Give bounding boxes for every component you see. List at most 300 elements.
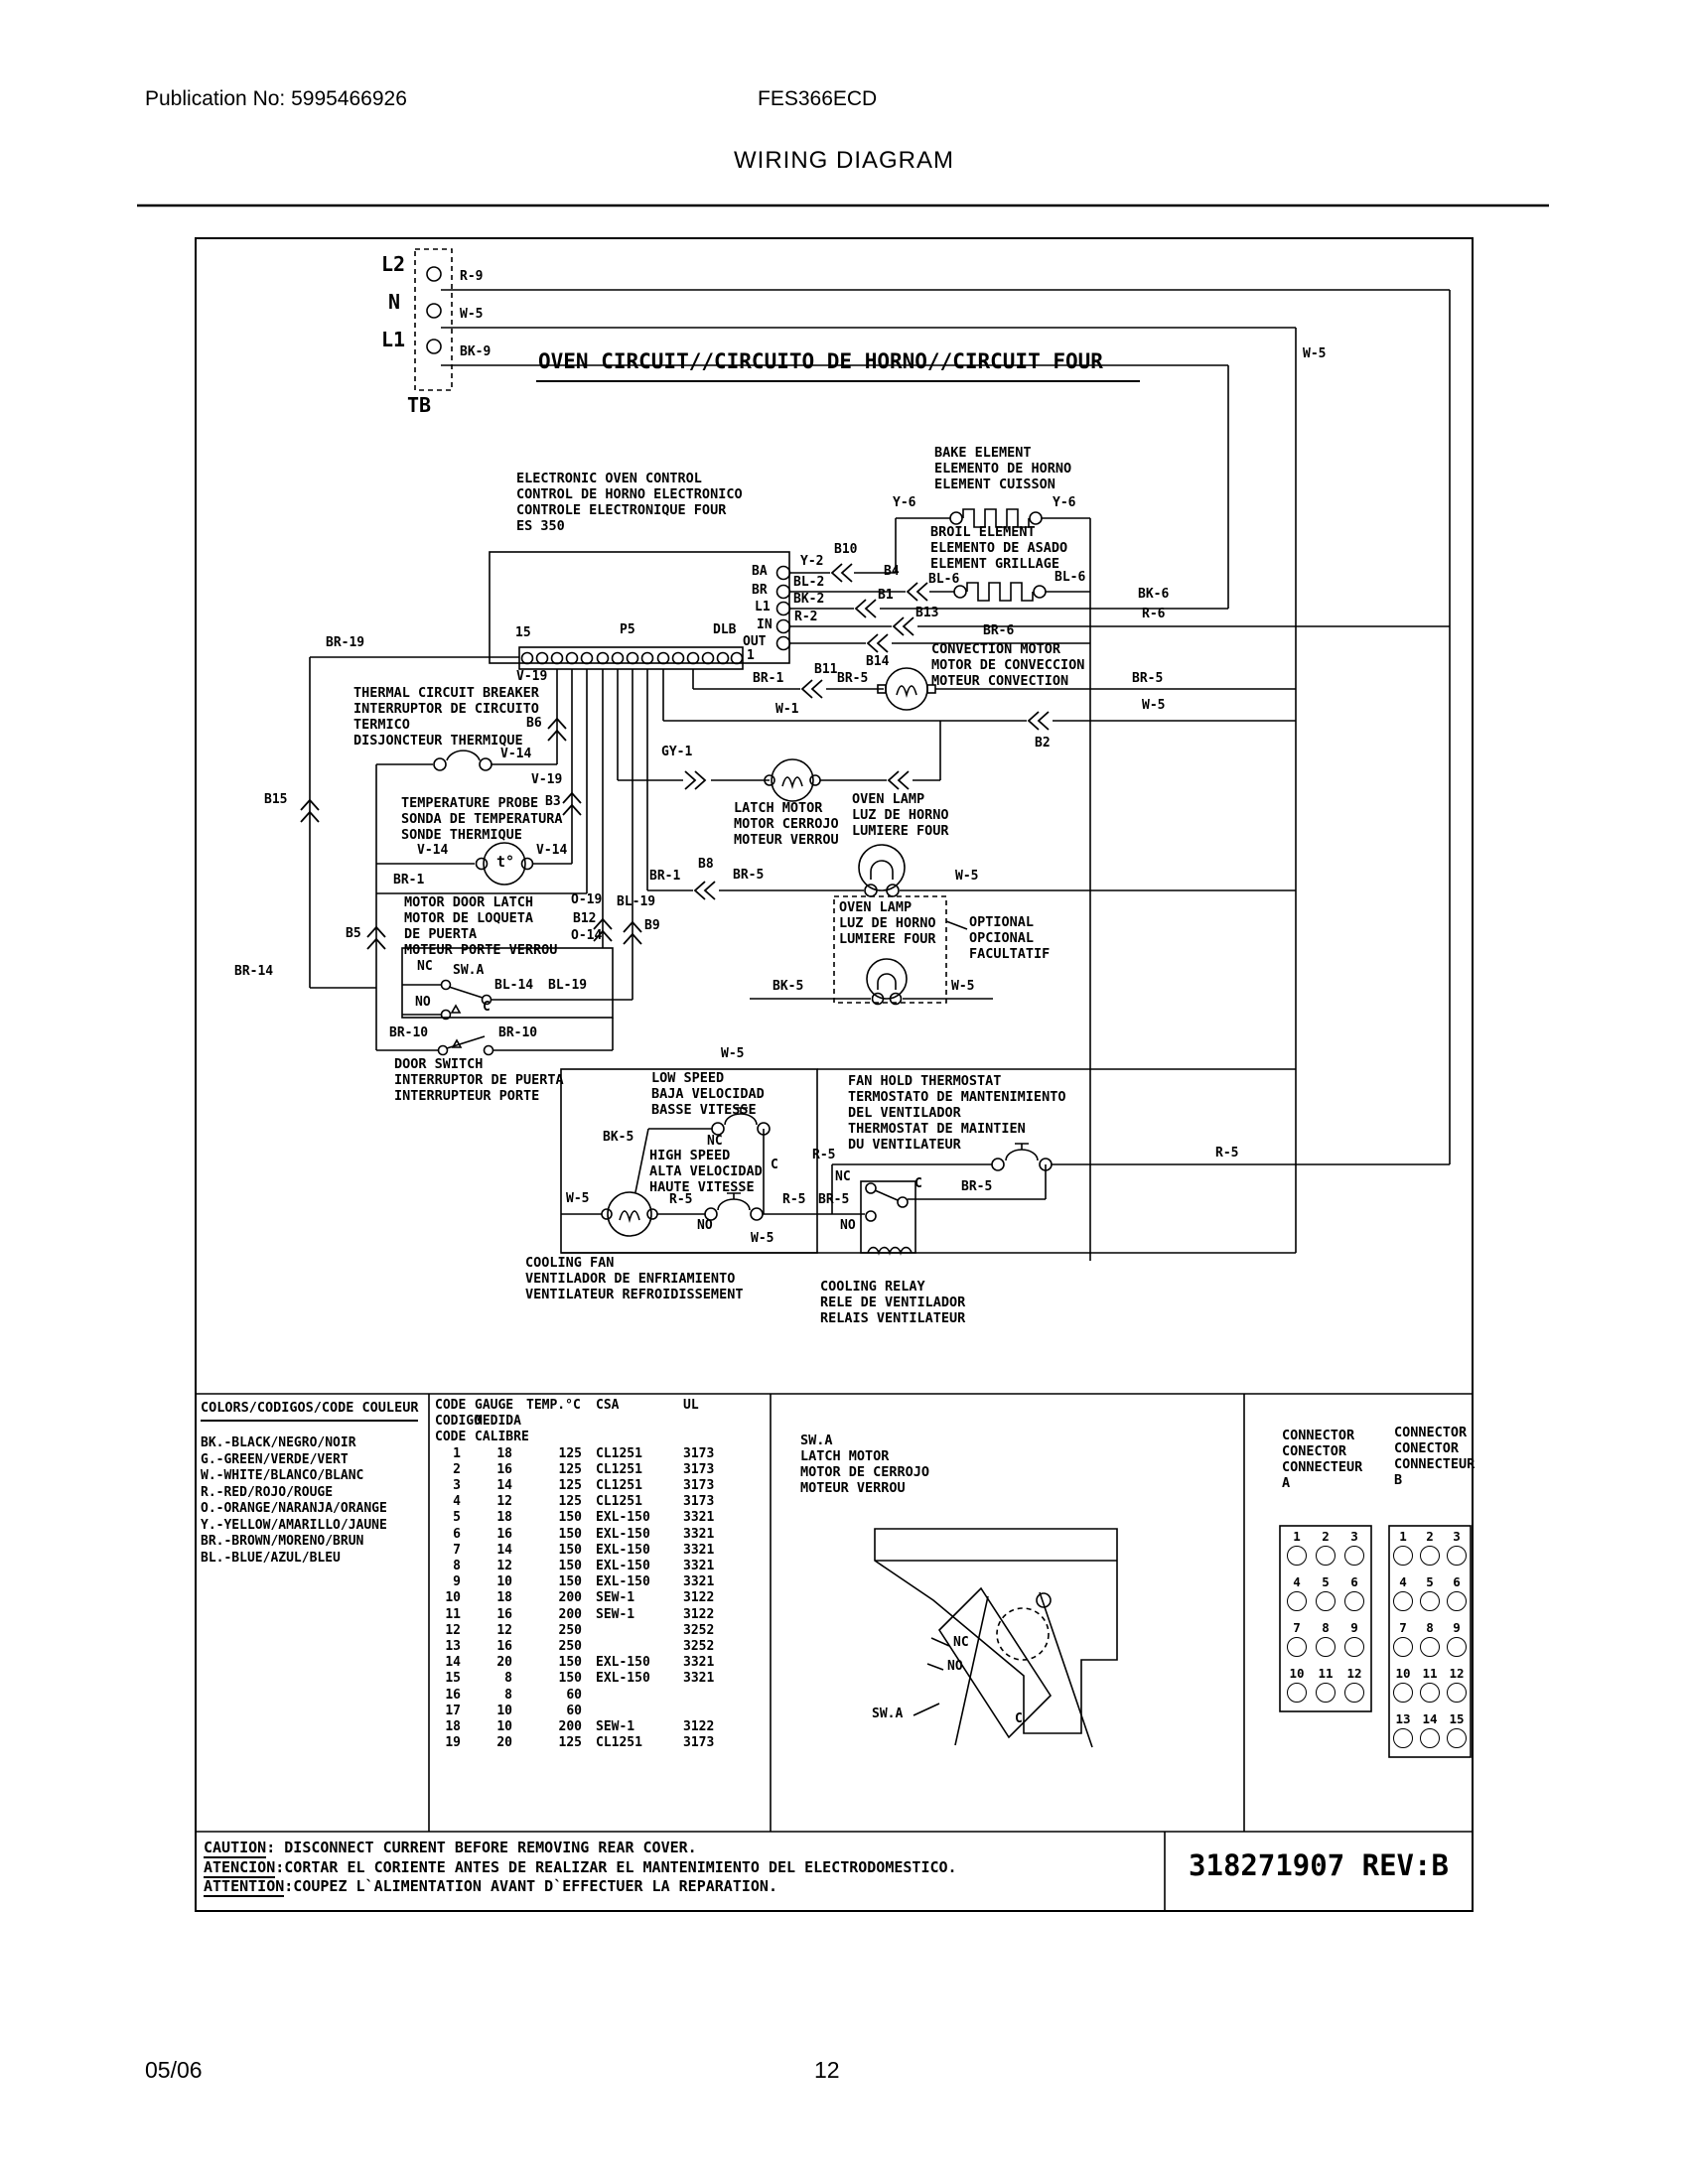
caution-line <box>204 1839 957 1858</box>
swa-latch-motor-drawing <box>875 1529 1117 1747</box>
wire-label: O-14 <box>571 928 603 943</box>
table-cell: 60 <box>566 1687 582 1703</box>
component-label-line: LOW SPEED <box>651 1070 725 1086</box>
connector-pin <box>1420 1683 1440 1703</box>
component-label-line: A <box>1282 1475 1291 1491</box>
wire-label: BL-14 <box>494 978 534 993</box>
component-label-line: ELECTRONIC OVEN CONTROL <box>516 471 702 486</box>
component-label-line: COOLING RELAY <box>820 1279 925 1295</box>
component-label-line: THERMOSTAT DE MAINTIEN <box>848 1121 1026 1137</box>
table-cell: 60 <box>566 1703 582 1718</box>
table-cell <box>526 1430 596 1445</box>
component-label-line: ELEMENTO DE ASADO <box>930 540 1068 556</box>
diagram-border <box>196 238 1476 1911</box>
wire-label: t° <box>496 853 515 871</box>
table-cell: TEMP.°C <box>526 1398 581 1413</box>
wire-gauge-table <box>435 1398 737 1751</box>
connector-pin <box>1420 1546 1440 1566</box>
wire-label: BR-1 <box>753 671 784 686</box>
table-row <box>435 1590 737 1606</box>
wire-label: BR-14 <box>234 964 274 979</box>
component-label-line: MOTEUR PORTE VERROU <box>404 942 558 958</box>
table-cell: 3321 <box>683 1559 715 1574</box>
component-label-line: MOTOR DE CONVECCION <box>931 657 1085 673</box>
table-cell: 17 <box>445 1703 461 1718</box>
connector-pin-number: 9 <box>1350 1620 1358 1635</box>
component-label-line: CONVECTION MOTOR <box>931 641 1061 657</box>
connector-pin <box>1420 1591 1440 1611</box>
component-label-line: LATCH MOTOR <box>734 800 823 816</box>
connector-pin-number: 6 <box>1453 1574 1461 1589</box>
component-label <box>934 445 1071 492</box>
table-cell: EXL-150 <box>596 1510 650 1526</box>
component-label <box>930 524 1067 572</box>
wire-label: BK-2 <box>793 592 825 607</box>
table-cell: 6 <box>453 1526 461 1542</box>
wire-label: BR-1 <box>393 873 425 887</box>
table-cell: SEW-1 <box>596 1719 635 1735</box>
table-cell: 150 <box>558 1655 582 1671</box>
table-cell <box>596 1688 683 1704</box>
caution-head: ATTENTION <box>204 1877 285 1895</box>
table-cell: EXL-150 <box>596 1671 650 1687</box>
table-cell: 16 <box>445 1687 461 1703</box>
component-label-line: RELE DE VENTILADOR <box>820 1295 966 1310</box>
connector-pin-number: 7 <box>1399 1620 1407 1635</box>
table-cell: 8 <box>453 1559 461 1574</box>
wire-label: BR-5 <box>818 1192 850 1207</box>
caution-line <box>204 1858 957 1878</box>
component-label <box>931 641 1084 689</box>
table-row <box>435 1719 737 1735</box>
table-cell: 125 <box>558 1478 582 1494</box>
wire-label: W-1 <box>775 702 799 717</box>
component-label <box>353 685 539 749</box>
electronic-oven-control <box>490 552 790 669</box>
table-cell: MEDIDA <box>475 1414 521 1430</box>
wire-label: C <box>1015 1711 1023 1726</box>
connector-pin <box>1447 1683 1467 1703</box>
connector-pin-number: 7 <box>1293 1620 1301 1635</box>
table-cell: 14 <box>496 1478 512 1494</box>
table-cell: 13 <box>445 1639 461 1655</box>
component-label-line: BASSE VITESSE <box>651 1102 757 1118</box>
table-cell: 16 <box>496 1526 512 1542</box>
wire-label: L1 <box>381 328 406 351</box>
table-cell: SEW-1 <box>596 1606 635 1622</box>
component-label <box>394 1056 564 1104</box>
caution-head: CAUTION <box>204 1839 267 1856</box>
component-label-line: DOOR SWITCH <box>394 1056 484 1072</box>
table-cell: 10 <box>496 1574 512 1590</box>
component-label-line: TERMOSTATO DE MANTENIMIENTO <box>848 1089 1066 1105</box>
table-cell: 3252 <box>683 1639 715 1655</box>
table-header-row <box>435 1414 737 1430</box>
component-label-line: ELEMENT GRILLAGE <box>930 556 1060 572</box>
wire-label: BK-9 <box>460 344 492 359</box>
component-label <box>839 899 936 947</box>
component-label-line: DISJONCTEUR THERMIQUE <box>353 733 523 749</box>
wire-label: R-5 <box>782 1192 806 1207</box>
caution-text: :COUPEZ L`ALIMENTATION AVANT D`EFFECTUER LA REPARATION. <box>284 1877 777 1895</box>
wire-label: B14 <box>866 654 890 669</box>
table-cell: 4 <box>453 1494 461 1510</box>
wire-label: B9 <box>644 918 660 933</box>
wire-label: SW.A <box>872 1706 904 1721</box>
connector-pin <box>1316 1546 1336 1566</box>
table-cell: CL1251 <box>596 1478 642 1494</box>
connector-pin-number: 10 <box>1289 1666 1305 1681</box>
connector-pin <box>1393 1546 1413 1566</box>
wire-label: NO <box>415 995 431 1010</box>
table-cell: 12 <box>496 1494 512 1510</box>
connector-pin <box>1316 1591 1336 1611</box>
component-label-line: CONECTOR <box>1282 1443 1347 1459</box>
table-cell: CALIBRE <box>475 1430 529 1445</box>
connector-pin <box>1447 1637 1467 1657</box>
component-label <box>800 1433 929 1496</box>
component-label-line: MOTOR DE CERROJO <box>800 1464 930 1480</box>
component-label-line: OVEN LAMP <box>852 791 925 807</box>
table-cell: 14 <box>496 1542 512 1558</box>
wire-label: R-6 <box>1142 607 1166 621</box>
wire-label: BL-6 <box>928 572 960 587</box>
legend-item: W.-WHITE/BLANCO/BLANC <box>201 1468 364 1483</box>
component-label <box>969 914 1050 962</box>
wire-label: NC <box>417 959 433 974</box>
component-label-line: ES 350 <box>516 518 565 534</box>
legend-item: G.-GREEN/VERDE/VERT <box>201 1451 349 1467</box>
connector-pin-number: 10 <box>1395 1666 1411 1681</box>
table-cell: 3252 <box>683 1622 715 1638</box>
table-cell: 10 <box>496 1719 512 1735</box>
part-number: 318271907 REV:B <box>1189 1848 1449 1882</box>
wire-label: B1 <box>878 588 894 603</box>
table-cell: 250 <box>558 1622 582 1638</box>
wire-label: BR-10 <box>389 1025 429 1040</box>
component-label-line: OPCIONAL <box>969 930 1035 946</box>
table-cell: 250 <box>558 1639 582 1655</box>
legend-item: O.-ORANGE/NARANJA/ORANGE <box>201 1501 387 1516</box>
color-legend-title: COLORS/CODIGOS/CODE COULEUR <box>201 1400 418 1422</box>
table-cell: 200 <box>558 1719 582 1735</box>
wire-label: BR <box>752 583 768 598</box>
wire-label: BR-5 <box>1132 671 1164 686</box>
latch-motor <box>765 759 820 801</box>
connector-pin-number: 11 <box>1318 1666 1334 1681</box>
connector-pin <box>1447 1591 1467 1611</box>
wire-label: NC <box>835 1169 851 1184</box>
publication-number: Publication No: 5995466926 <box>145 87 407 110</box>
table-cell: 18 <box>496 1510 512 1526</box>
broil-element <box>954 583 1046 601</box>
table-cell: 8 <box>504 1671 512 1687</box>
wire-label: NO <box>947 1659 963 1674</box>
wire-label: Y-6 <box>893 495 916 510</box>
table-cell: 3321 <box>683 1526 715 1542</box>
table-header-row <box>435 1398 737 1414</box>
connector-pin-number: 8 <box>1426 1620 1434 1635</box>
component-label <box>820 1279 965 1326</box>
wire-label: C <box>771 1158 778 1172</box>
wire-label: BK-5 <box>773 979 804 994</box>
component-label-line: CONNECTOR <box>1282 1428 1355 1443</box>
table-row <box>435 1574 737 1590</box>
component-label-line: LUMIERE FOUR <box>852 823 949 839</box>
table-cell: GAUGE <box>475 1398 514 1413</box>
table-cell: 18 <box>496 1590 512 1606</box>
wire-label: BL-19 <box>548 978 588 993</box>
wire-label: NC <box>707 1134 723 1149</box>
wire-label: Y-2 <box>800 554 824 569</box>
table-row <box>435 1446 737 1462</box>
oven-lamp <box>859 845 905 896</box>
table-cell: 3173 <box>683 1735 715 1751</box>
wire-label: BA <box>752 564 768 579</box>
component-label-line: MOTEUR CONVECTION <box>931 673 1069 689</box>
component-label-line: B <box>1394 1472 1403 1488</box>
caution-block <box>204 1839 957 1897</box>
component-label <box>734 800 839 848</box>
wire-label: BR-1 <box>649 869 681 884</box>
legend-item: BR.-BROWN/MORENO/BRUN <box>201 1534 364 1549</box>
table-cell: 3 <box>453 1478 461 1494</box>
table-cell: 150 <box>558 1559 582 1574</box>
table-cell: 16 <box>496 1606 512 1622</box>
table-cell: 125 <box>558 1445 582 1461</box>
table-cell: 3122 <box>683 1606 715 1622</box>
wire-label: DLB <box>713 622 737 637</box>
wire-label: C <box>914 1176 922 1191</box>
component-label-line: CONNECTOR <box>1394 1425 1468 1440</box>
wire-label: B3 <box>545 794 561 809</box>
table-row <box>435 1735 737 1751</box>
table-cell: 3173 <box>683 1494 715 1510</box>
component-label-line: MOTOR CERROJO <box>734 816 839 832</box>
wire-label: O-19 <box>571 892 603 907</box>
connector-pin <box>1393 1683 1413 1703</box>
component-label-line: LUZ DE HORNO <box>852 807 949 823</box>
table-cell <box>683 1704 737 1719</box>
component-label-line: BROIL ELEMENT <box>930 524 1036 540</box>
component-label-line: INTERRUPTOR DE PUERTA <box>394 1072 564 1088</box>
wire-label: B2 <box>1035 736 1051 751</box>
connector-pin-number: 5 <box>1322 1574 1330 1589</box>
table-cell: 18 <box>445 1719 461 1735</box>
wire-label: IN <box>757 617 773 632</box>
wire-label: B12 <box>573 911 597 926</box>
component-label-line: DE PUERTA <box>404 926 478 942</box>
wire-label: BL-2 <box>793 575 825 590</box>
component-label-line: HIGH SPEED <box>649 1148 731 1163</box>
wire-label: OUT <box>743 634 767 649</box>
table-cell: 1 <box>453 1445 461 1461</box>
connector-pin <box>1316 1637 1336 1657</box>
caution-text: : DISCONNECT CURRENT BEFORE REMOVING REAR COVER. <box>266 1839 697 1856</box>
table-cell: 3321 <box>683 1542 715 1558</box>
wire-label: SW.A <box>453 963 485 978</box>
wire-label: Y-6 <box>1053 495 1076 510</box>
legend-item: BL.-BLUE/AZUL/BLEU <box>201 1550 341 1566</box>
connector-pin <box>1344 1637 1364 1657</box>
table-cell: 3173 <box>683 1461 715 1477</box>
component-label-line: BAJA VELOCIDAD <box>651 1086 765 1102</box>
component-label-line: INTERRUPTOR DE CIRCUITO <box>353 701 539 717</box>
connector-pin-number: 1 <box>1399 1529 1407 1544</box>
table-cell <box>683 1414 737 1430</box>
table-cell: CL1251 <box>596 1445 642 1461</box>
connector-pin <box>1287 1591 1307 1611</box>
component-label-line: SONDA DE TEMPERATURA <box>401 811 563 827</box>
wire-label: P5 <box>620 622 635 637</box>
table-cell: 200 <box>558 1606 582 1622</box>
component-label <box>848 1073 1065 1153</box>
component-label-line: LUMIERE FOUR <box>839 931 936 947</box>
connector-pin-number: 4 <box>1293 1574 1301 1589</box>
wire-label: BR-5 <box>733 868 765 883</box>
table-row <box>435 1494 737 1510</box>
table-cell: 10 <box>496 1703 512 1718</box>
wire-label: R-2 <box>794 610 818 624</box>
component-label-line: CONTROL DE HORNO ELECTRONICO <box>516 486 743 502</box>
wire-label: R-5 <box>1215 1146 1239 1160</box>
component-label-line: CONECTOR <box>1394 1440 1460 1456</box>
table-cell: 200 <box>558 1590 582 1606</box>
connector-pin <box>1393 1591 1413 1611</box>
footer-page: 12 <box>814 2057 840 2083</box>
wire-label: B13 <box>915 606 939 620</box>
wire-label: NO <box>697 1218 713 1233</box>
wire-label: V-19 <box>531 772 563 787</box>
table-cell: 16 <box>496 1639 512 1655</box>
table-cell: 3321 <box>683 1510 715 1526</box>
component-label-line: RELAIS VENTILATEUR <box>820 1310 966 1326</box>
cooling-relay <box>861 1181 915 1253</box>
component-label-line: ELEMENT CUISSON <box>934 477 1055 492</box>
wire-label: W-5 <box>721 1046 745 1061</box>
table-cell <box>683 1430 737 1445</box>
table-cell: 20 <box>496 1735 512 1751</box>
table-row <box>435 1704 737 1719</box>
component-label-line: MOTOR DE LOQUETA <box>404 910 534 926</box>
table-cell: 14 <box>445 1655 461 1671</box>
wire-label: BK-6 <box>1138 587 1170 602</box>
table-cell: CODE <box>435 1430 467 1445</box>
table-cell: 3321 <box>683 1574 715 1590</box>
table-cell: EXL-150 <box>596 1655 650 1671</box>
wire-label: R-9 <box>460 269 484 284</box>
component-label-line: CONTROLE ELECTRONIQUE FOUR <box>516 502 727 518</box>
component-label <box>651 1070 765 1118</box>
legend-item: BK.-BLACK/NEGRO/NOIR <box>201 1435 356 1450</box>
table-cell: SEW-1 <box>596 1590 635 1606</box>
footer-date: 05/06 <box>145 2057 203 2083</box>
wire-label: V-14 <box>536 843 568 858</box>
legend-item: R.-RED/ROJO/ROUGE <box>201 1484 334 1500</box>
component-label-line: INTERRUPTEUR PORTE <box>394 1088 540 1104</box>
table-cell: 15 <box>445 1671 461 1687</box>
table-cell: CL1251 <box>596 1735 642 1751</box>
connector-pin <box>1393 1728 1413 1748</box>
table-cell: 3321 <box>683 1671 715 1687</box>
terminal-block <box>415 249 452 390</box>
component-label-line: VENTILATEUR REFROIDISSEMENT <box>525 1287 744 1302</box>
wire-label: BR-6 <box>983 623 1015 638</box>
connector-pin <box>1287 1546 1307 1566</box>
table-cell <box>596 1623 683 1639</box>
wire-label: L2 <box>381 252 406 276</box>
component-label-line: MOTEUR VERROU <box>800 1480 906 1496</box>
convection-motor <box>878 668 935 710</box>
wire-label: V-14 <box>500 747 532 761</box>
component-label-line: MOTOR DOOR LATCH <box>404 894 534 910</box>
connector-pin <box>1447 1546 1467 1566</box>
wire-label: V-14 <box>417 843 449 858</box>
component-label-line: VENTILADOR DE ENFRIAMIENTO <box>525 1271 736 1287</box>
connector-pin-number: 12 <box>1346 1666 1362 1681</box>
table-cell: 150 <box>558 1526 582 1542</box>
connector-pin-number: 8 <box>1322 1620 1330 1635</box>
wire-label: N <box>388 290 401 314</box>
component-label-line: OPTIONAL <box>969 914 1035 930</box>
table-cell: UL <box>683 1398 699 1413</box>
component-label-line: MOTEUR VERROU <box>734 832 839 848</box>
table-cell <box>596 1639 683 1655</box>
table-row <box>435 1623 737 1639</box>
table-row <box>435 1510 737 1526</box>
table-cell <box>526 1414 596 1430</box>
table-cell: 150 <box>558 1671 582 1687</box>
table-cell: 125 <box>558 1461 582 1477</box>
wire-label: B10 <box>834 542 858 557</box>
connector-pin-number: 2 <box>1426 1529 1434 1544</box>
connector-pin-number: 6 <box>1350 1574 1358 1589</box>
component-label-line: LATCH MOTOR <box>800 1448 890 1464</box>
table-cell: CL1251 <box>596 1461 642 1477</box>
component-label-line: THERMAL CIRCUIT BREAKER <box>353 685 539 701</box>
connector-pin-number: 1 <box>1293 1529 1301 1544</box>
component-label <box>649 1148 763 1195</box>
table-cell: 150 <box>558 1574 582 1590</box>
wire-label: V-19 <box>516 669 548 684</box>
wire-label: 15 <box>515 625 531 640</box>
component-label-line: TEMPERATURE PROBE <box>401 795 539 811</box>
table-cell: 125 <box>558 1494 582 1510</box>
component-label-line: SW.A <box>800 1433 833 1448</box>
connector-pin-number: 9 <box>1453 1620 1461 1635</box>
caution-head: ATENCION <box>204 1857 276 1876</box>
component-label <box>852 791 949 839</box>
connector-pin <box>1420 1728 1440 1748</box>
wire-label: GY-1 <box>661 745 693 759</box>
caution-line <box>204 1877 957 1897</box>
wire-label: W-5 <box>751 1231 774 1246</box>
fan-hold-thermostat <box>832 1144 1450 1214</box>
wire-label: BR-10 <box>498 1025 538 1040</box>
wire-label: C <box>483 1000 491 1015</box>
connector-pin <box>1287 1637 1307 1657</box>
table-cell: EXL-150 <box>596 1574 650 1590</box>
table-cell: 12 <box>445 1622 461 1638</box>
wire-label: NC <box>953 1635 969 1650</box>
component-label-line: HAUTE VITESSE <box>649 1179 755 1195</box>
caution-text: :CORTAR EL CORIENTE ANTES DE REALIZAR EL MANTENIMIENTO DEL ELECTRODOMESTICO. <box>275 1857 957 1876</box>
component-label <box>516 471 743 534</box>
color-legend <box>201 1435 387 1567</box>
component-label-line: OVEN LAMP <box>839 899 913 915</box>
table-cell: CSA <box>596 1398 620 1413</box>
connector-pin-number: 15 <box>1449 1711 1465 1726</box>
